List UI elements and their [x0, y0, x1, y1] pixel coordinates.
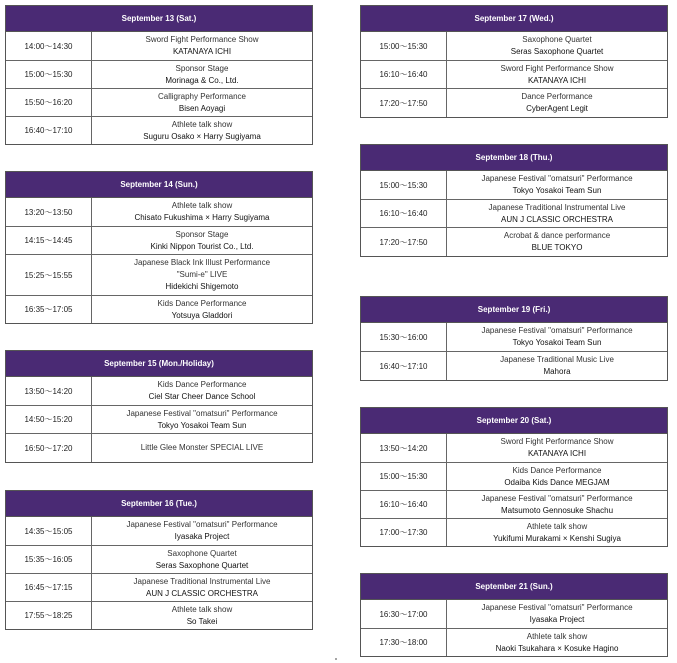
time-slot: 17:55〜18:25	[6, 602, 92, 629]
event-description	[92, 434, 312, 462]
event-title: Saxophone Quartet	[522, 35, 592, 44]
time-slot: 16:10〜16:40	[361, 200, 447, 227]
event-title: Athlete talk show	[171, 119, 233, 129]
schedule-row	[6, 60, 312, 88]
schedule-row	[361, 227, 667, 256]
schedule-row	[6, 116, 312, 144]
schedule-date-header: September 13 (Sat.)	[6, 6, 312, 32]
event-performer: Bisen Aoyagi	[178, 103, 226, 113]
schedule-row	[361, 600, 667, 628]
event-performer: Tokyo Yosakoi Team Sun	[157, 420, 247, 430]
event-description	[447, 323, 667, 351]
schedule-table-september-18-thu	[360, 144, 668, 257]
event-performer: Odaiba Kids Dance MEGJAM	[504, 477, 610, 487]
schedule-row	[361, 351, 667, 380]
schedule-date-header: September 18 (Thu.)	[361, 145, 667, 171]
event-title: Japanese Traditional Instrumental Live	[488, 202, 626, 212]
event-performer: Iyasaka Project	[529, 615, 585, 624]
event-description	[447, 434, 667, 462]
schedule-row	[6, 573, 312, 601]
event-title: Kids Dance Performance	[157, 298, 247, 308]
page-mark	[335, 658, 337, 660]
schedule-row	[6, 198, 312, 226]
event-title: Japanese Festival "omatsuri" Performance	[481, 493, 633, 503]
schedule-date-header: September 16 (Tue.)	[6, 491, 312, 517]
schedule-date-header: September 14 (Sun.)	[6, 172, 312, 198]
event-description	[447, 352, 667, 380]
event-title: Japanese Black Ink Illust Performance	[133, 258, 271, 267]
event-title: Japanese Festival "omatsuri" Performance	[126, 408, 278, 418]
event-title: Sword Fight Performance Show	[500, 63, 614, 73]
schedule-row	[361, 32, 667, 60]
event-description	[447, 89, 667, 117]
schedule-row	[361, 199, 667, 227]
schedule-table-september-13-sat	[5, 5, 313, 145]
event-description	[92, 89, 312, 116]
event-performer: Tokyo Yosakoi Team Sun	[512, 186, 602, 195]
event-title: Japanese Festival "omatsuri" Performance	[126, 520, 278, 529]
time-slot: 16:50〜17:20	[6, 434, 92, 462]
event-title: Japanese Festival "omatsuri" Performance	[481, 603, 633, 612]
event-title: Athlete talk show	[526, 631, 588, 641]
event-performer: KATANAYA ICHI	[172, 47, 232, 56]
event-performer: Seras Saxophone Quartet	[510, 47, 604, 56]
event-performer: Hidekichi Shigemoto	[165, 282, 239, 291]
time-slot: 15:25〜15:55	[6, 255, 92, 295]
time-slot: 17:30〜18:00	[361, 629, 447, 656]
time-slot: 13:50〜14:20	[6, 377, 92, 405]
event-title: Kids Dance Performance	[157, 380, 247, 389]
event-description	[447, 32, 667, 60]
time-slot: 15:00〜15:30	[361, 463, 447, 490]
event-title: Kids Dance Performance	[512, 465, 602, 475]
event-description	[92, 602, 312, 629]
event-description	[92, 574, 312, 601]
schedule-table-september-15-mon-holiday	[5, 350, 313, 463]
schedule-row	[361, 88, 667, 117]
time-slot: 15:30〜16:00	[361, 323, 447, 351]
event-performer: Chisato Fukushima × Harry Sugiyama	[134, 213, 270, 222]
event-title: Dance Performance	[521, 92, 593, 101]
event-description	[447, 491, 667, 518]
schedule-table-september-19-fri	[360, 296, 668, 381]
schedule-row	[361, 518, 667, 546]
schedule-row	[6, 405, 312, 433]
event-title: Japanese Traditional Instrumental Live	[133, 576, 271, 586]
time-slot: 14:00〜14:30	[6, 32, 92, 60]
schedule-table-september-20-sat	[360, 407, 668, 547]
event-performer: AUN J CLASSIC ORCHESTRA	[500, 214, 614, 224]
event-title: Japanese Festival "omatsuri" Performance	[481, 326, 633, 335]
event-title: Japanese Traditional Music Live	[500, 355, 614, 364]
event-performer: Kinki Nippon Tourist Co., Ltd.	[150, 241, 254, 251]
schedule-row	[361, 462, 667, 490]
schedule-row	[361, 171, 667, 199]
schedule-table-september-21-sun	[360, 573, 668, 657]
schedule-row	[6, 517, 312, 545]
event-description	[92, 546, 312, 573]
event-performer: KATANAYA ICHI	[527, 75, 587, 85]
schedule-row	[361, 434, 667, 462]
time-slot: 15:00〜15:30	[361, 32, 447, 60]
event-performer: AUN J CLASSIC ORCHESTRA	[145, 588, 259, 598]
time-slot: 16:45〜17:15	[6, 574, 92, 601]
time-slot: 15:00〜15:30	[361, 171, 447, 199]
event-performer: Seras Saxophone Quartet	[155, 560, 249, 570]
time-slot: 13:50〜14:20	[361, 434, 447, 462]
event-performer: Yotsuya Gladdori	[171, 310, 233, 320]
time-slot: 16:40〜17:10	[361, 352, 447, 380]
schedule-date-header: September 20 (Sat.)	[361, 408, 667, 434]
event-description	[447, 463, 667, 490]
schedule-table-september-17-wed	[360, 5, 668, 118]
time-slot: 17:00〜17:30	[361, 519, 447, 546]
event-performer: Naoki Tsukahara × Kosuke Hagino	[495, 643, 619, 653]
event-description	[447, 600, 667, 628]
event-description	[447, 200, 667, 227]
event-performer: Yukifumi Murakami × Kenshi Sugiya	[493, 533, 621, 543]
time-slot: 15:50〜16:20	[6, 89, 92, 116]
event-performer: "Sumi-e" LIVE	[176, 270, 228, 279]
schedule-row	[361, 60, 667, 88]
event-performer: Mahora	[543, 367, 571, 376]
event-performer: So Takei	[186, 616, 218, 626]
time-slot: 14:15〜14:45	[6, 227, 92, 254]
schedule-row	[6, 377, 312, 405]
event-performer: Tokyo Yosakoi Team Sun	[512, 338, 602, 347]
event-performer: KATANAYA ICHI	[527, 449, 587, 458]
schedule-date-header: September 15 (Mon./Holiday)	[6, 351, 312, 377]
event-description	[92, 296, 312, 323]
schedule-date-header: September 19 (Fri.)	[361, 297, 667, 323]
event-description	[92, 517, 312, 545]
time-slot: 16:10〜16:40	[361, 61, 447, 88]
schedule-table-september-14-sun	[5, 171, 313, 324]
event-performer: Morinaga & Co., Ltd.	[165, 75, 239, 85]
time-slot: 17:20〜17:50	[361, 89, 447, 117]
schedule-table-september-16-tue	[5, 490, 313, 630]
event-title: Athlete talk show	[526, 521, 588, 531]
event-performer: Suguru Osako × Harry Sugiyama	[143, 131, 261, 141]
event-performer: Ciel Star Cheer Dance School	[148, 392, 256, 401]
schedule-row	[6, 226, 312, 254]
schedule-date-header: September 21 (Sun.)	[361, 574, 667, 600]
schedule-date-header: September 17 (Wed.)	[361, 6, 667, 32]
event-description	[447, 519, 667, 546]
event-title: Sword Fight Performance Show	[145, 35, 259, 44]
time-slot: 16:10〜16:40	[361, 491, 447, 518]
event-description	[447, 228, 667, 256]
time-slot: 14:35〜15:05	[6, 517, 92, 545]
event-performer: Iyasaka Project	[174, 532, 230, 541]
event-description	[92, 61, 312, 88]
event-description	[92, 32, 312, 60]
schedule-row	[361, 323, 667, 351]
event-title: Athlete talk show	[171, 604, 233, 614]
schedule-row	[6, 295, 312, 323]
event-title: Japanese Festival "omatsuri" Performance	[481, 174, 633, 183]
schedule-row	[6, 433, 312, 462]
event-performer: Matsumoto Gennosuke Shachu	[500, 505, 614, 515]
event-description	[92, 117, 312, 144]
schedule-row	[6, 88, 312, 116]
event-performer: BLUE TOKYO	[531, 243, 583, 252]
schedule-row	[361, 490, 667, 518]
event-title: Athlete talk show	[171, 201, 233, 210]
time-slot: 16:40〜17:10	[6, 117, 92, 144]
schedule-row	[6, 254, 312, 295]
event-description	[92, 377, 312, 405]
schedule-row	[6, 32, 312, 60]
event-title: Sponsor Stage	[175, 63, 229, 73]
schedule-row	[6, 545, 312, 573]
time-slot: 17:20〜17:50	[361, 228, 447, 256]
time-slot: 15:35〜16:05	[6, 546, 92, 573]
time-slot: 14:50〜15:20	[6, 406, 92, 433]
event-title: Calligraphy Performance	[157, 91, 247, 101]
event-title: Little Glee Monster SPECIAL LIVE	[140, 443, 264, 452]
event-performer: CyberAgent Legit	[526, 104, 588, 113]
event-description	[92, 198, 312, 226]
time-slot: 16:30〜17:00	[361, 600, 447, 628]
event-title: Acrobat & dance performance	[503, 231, 611, 240]
event-description	[92, 406, 312, 433]
event-description	[447, 171, 667, 199]
event-description	[92, 255, 312, 295]
event-title: Sponsor Stage	[175, 229, 229, 239]
event-title: Sword Fight Performance Show	[500, 437, 614, 446]
time-slot: 13:20〜13:50	[6, 198, 92, 226]
event-description	[92, 227, 312, 254]
schedule-row	[361, 628, 667, 656]
event-description	[447, 629, 667, 656]
event-description	[447, 61, 667, 88]
time-slot: 15:00〜15:30	[6, 61, 92, 88]
event-title: Saxophone Quartet	[167, 548, 237, 558]
time-slot: 16:35〜17:05	[6, 296, 92, 323]
schedule-row	[6, 601, 312, 629]
